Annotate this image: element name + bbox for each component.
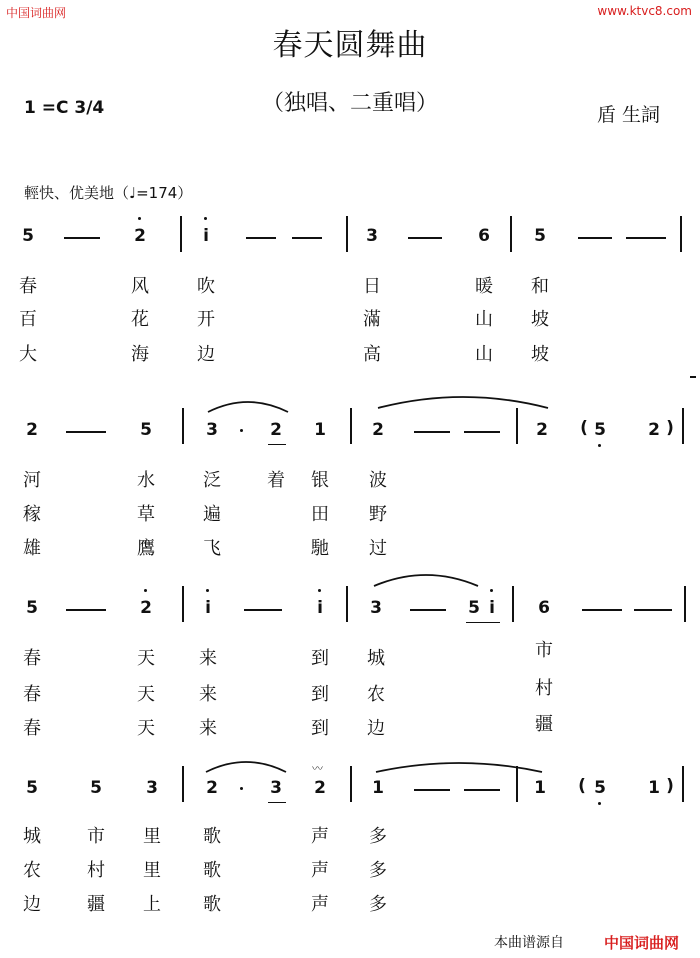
- lyric: 疆: [535, 714, 553, 735]
- barline: [510, 216, 512, 252]
- lyric: 市: [87, 826, 105, 847]
- lyric: 市: [535, 640, 553, 661]
- lyric: 到: [311, 648, 329, 669]
- note: 1: [648, 778, 660, 798]
- lyric: 飞: [203, 538, 221, 559]
- extension-dash: [582, 609, 622, 611]
- lyric: 村: [87, 860, 105, 881]
- barline: [682, 408, 684, 444]
- extension-dash: [464, 789, 500, 791]
- high-octave-dot: [138, 217, 141, 220]
- song-title: 春天圆舞曲: [272, 28, 428, 63]
- extension-dash: [408, 237, 442, 239]
- note: 2: [134, 226, 146, 246]
- lyric: 歌: [203, 894, 221, 915]
- paren-close: ): [666, 776, 674, 796]
- lyric: 上: [143, 894, 161, 915]
- extension-dash: [410, 609, 446, 611]
- lyric: 边: [367, 718, 385, 739]
- augmentation-dot: [240, 787, 243, 790]
- barline: [180, 216, 182, 252]
- high-octave-dot: [206, 589, 209, 592]
- lyric: 着: [267, 470, 285, 491]
- note: 5: [26, 598, 38, 618]
- lyric: 来: [199, 684, 217, 705]
- extension-dash: [292, 237, 322, 239]
- slur: [204, 758, 288, 774]
- barline: [182, 408, 184, 444]
- note: i: [205, 598, 211, 618]
- lyric: 风: [131, 276, 149, 297]
- lyric: 天: [137, 718, 155, 739]
- note: 2: [648, 420, 660, 440]
- barline: [350, 766, 352, 802]
- barline: [684, 586, 686, 622]
- extension-dash: [66, 431, 106, 433]
- note: 2: [140, 598, 152, 618]
- barline: [516, 766, 518, 802]
- extension-dash: [464, 431, 500, 433]
- barline: [682, 766, 684, 802]
- extension-dash: [66, 609, 106, 611]
- note: 3: [206, 420, 218, 440]
- lyric: 鷹: [137, 538, 155, 559]
- song-subtitle: （独唱、二重唱）: [261, 91, 438, 116]
- lyric: 大: [19, 344, 37, 365]
- lyric: 吹: [197, 276, 215, 297]
- watermark-right: www.ktvc8.com: [597, 4, 692, 18]
- note: 5: [534, 226, 546, 246]
- lyric: 遍: [203, 504, 221, 525]
- note: 5: [90, 778, 102, 798]
- barline: [516, 408, 518, 444]
- lyric: 坡: [531, 344, 549, 365]
- barline: [680, 216, 682, 252]
- note: 1: [534, 778, 546, 798]
- paren-close: ): [666, 418, 674, 438]
- tie: [374, 758, 544, 774]
- lyric: 城: [23, 826, 41, 847]
- note: 2: [26, 420, 38, 440]
- note: 1: [372, 778, 384, 798]
- lyric: 里: [143, 860, 161, 881]
- extension-dash: [246, 237, 276, 239]
- lyric: 边: [23, 894, 41, 915]
- lyric: 馳: [311, 538, 329, 559]
- lyric: 声: [311, 894, 329, 915]
- note: 1: [314, 420, 326, 440]
- lyric: 野: [369, 504, 387, 525]
- barline: [512, 586, 514, 622]
- augmentation-dot: [240, 429, 243, 432]
- lyric: 日: [363, 276, 381, 297]
- lyric: 声: [311, 826, 329, 847]
- tempo-marking: 輕快、优美地（♩=174）: [24, 184, 193, 202]
- lyric: 草: [137, 504, 155, 525]
- note: i: [489, 598, 495, 618]
- underline: [268, 444, 286, 445]
- lyric: 歌: [203, 860, 221, 881]
- high-octave-dot: [318, 589, 321, 592]
- lyric: 春: [23, 718, 41, 739]
- lyric: 农: [23, 860, 41, 881]
- lyricist: 盾 生詞: [596, 104, 660, 126]
- note: 2: [314, 778, 326, 798]
- lyric: 高: [363, 344, 381, 365]
- footer-site-name: 中国词曲网: [604, 934, 680, 952]
- paren-open: (: [578, 776, 586, 796]
- lyric: 过: [369, 538, 387, 559]
- footer-source-label: 本曲谱源自: [494, 935, 564, 951]
- lyric: 春: [23, 648, 41, 669]
- key-signature: 1 =C 3/4: [24, 98, 105, 118]
- barline: [350, 408, 352, 444]
- note: 5: [26, 778, 38, 798]
- lyric: 百: [19, 309, 37, 330]
- barline: [346, 216, 348, 252]
- lyric: 里: [143, 826, 161, 847]
- lyric: 边: [197, 344, 215, 365]
- lyric: 春: [19, 276, 37, 297]
- note: 3: [146, 778, 158, 798]
- lyric: 歌: [203, 826, 221, 847]
- note: 3: [370, 598, 382, 618]
- high-octave-dot: [204, 217, 207, 220]
- high-octave-dot: [490, 589, 493, 592]
- barline: [182, 586, 184, 622]
- low-octave-dot: [598, 444, 601, 447]
- extension-dash: [414, 431, 450, 433]
- underline: [466, 622, 500, 623]
- lyric: 海: [131, 344, 149, 365]
- note: i: [203, 226, 209, 246]
- lyric: 到: [311, 684, 329, 705]
- lyric: 银: [311, 470, 329, 491]
- lyric: 到: [311, 718, 329, 739]
- lyric: 村: [535, 678, 553, 699]
- lyric: 春: [23, 684, 41, 705]
- lyric: 河: [23, 470, 41, 491]
- mordent-icon: 〰: [312, 762, 323, 775]
- watermark-left: 中国词曲网: [6, 6, 67, 20]
- extension-dash: [634, 609, 672, 611]
- high-octave-dot: [144, 589, 147, 592]
- extension-dash: [64, 237, 100, 239]
- extension-dash: [414, 789, 450, 791]
- lyric: 来: [199, 718, 217, 739]
- lyric: 稼: [23, 504, 41, 525]
- low-octave-dot: [598, 802, 601, 805]
- lyric: 滿: [363, 309, 381, 330]
- note: i: [317, 598, 323, 618]
- tie: [376, 390, 550, 410]
- lyric: 多: [369, 860, 387, 881]
- extension-dash: [626, 237, 666, 239]
- barline: [182, 766, 184, 802]
- margin-mark: [690, 376, 696, 378]
- lyric: 多: [369, 826, 387, 847]
- lyric: 声: [311, 860, 329, 881]
- lyric: 泛: [203, 470, 221, 491]
- note: 5: [140, 420, 152, 440]
- lyric: 山: [475, 344, 493, 365]
- lyric: 开: [197, 309, 215, 330]
- note: 5: [468, 598, 480, 618]
- note: 5: [594, 420, 606, 440]
- barline: [346, 586, 348, 622]
- slur: [206, 398, 290, 414]
- lyric: 来: [199, 648, 217, 669]
- lyric: 雄: [23, 538, 41, 559]
- lyric: 农: [367, 684, 385, 705]
- note: 2: [372, 420, 384, 440]
- underline: [268, 802, 286, 803]
- lyric: 和: [531, 276, 549, 297]
- lyric: 天: [137, 684, 155, 705]
- note: 3: [270, 778, 282, 798]
- note: 2: [536, 420, 548, 440]
- extension-dash: [578, 237, 612, 239]
- note: 2: [206, 778, 218, 798]
- note: 5: [594, 778, 606, 798]
- lyric: 暖: [475, 276, 493, 297]
- lyric: 坡: [531, 309, 549, 330]
- lyric: 水: [137, 470, 155, 491]
- lyric: 田: [311, 504, 329, 525]
- lyric: 山: [475, 309, 493, 330]
- paren-open: (: [580, 418, 588, 438]
- note: 3: [366, 226, 378, 246]
- lyric: 疆: [87, 894, 105, 915]
- lyric: 花: [131, 309, 149, 330]
- lyric: 波: [369, 470, 387, 491]
- note: 2: [270, 420, 282, 440]
- lyric: 多: [369, 894, 387, 915]
- note: 6: [478, 226, 490, 246]
- extension-dash: [244, 609, 282, 611]
- note: 6: [538, 598, 550, 618]
- lyric: 天: [137, 648, 155, 669]
- slur: [372, 568, 480, 588]
- note: 5: [22, 226, 34, 246]
- lyric: 城: [367, 648, 385, 669]
